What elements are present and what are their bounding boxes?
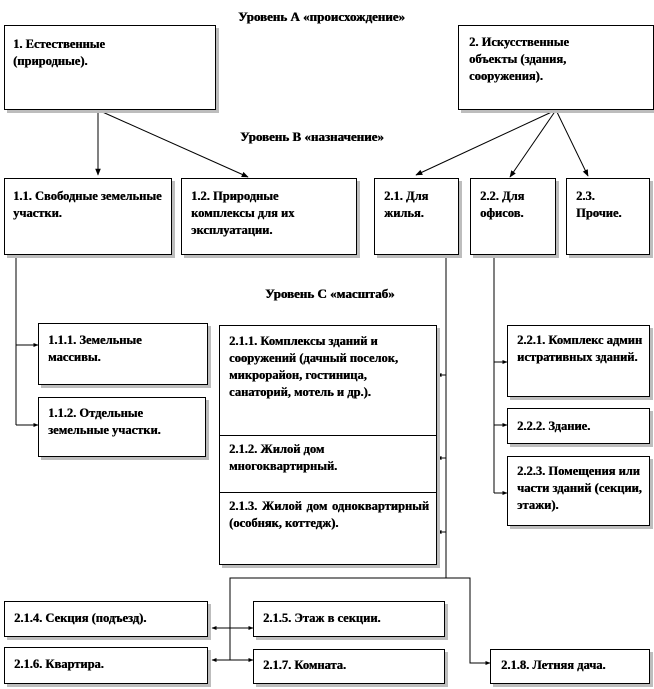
node-2-2-3 xyxy=(507,456,650,526)
node-2-3-text: 2.3. Прочие. xyxy=(576,189,622,220)
node-2-1-4 xyxy=(4,601,208,637)
node-1-1-2-text: 1.1.2. Отдельные земельные участки. xyxy=(48,406,161,437)
node-2-1-8 xyxy=(490,649,650,684)
level-a-label: Уровень А «происхождение» xyxy=(238,9,405,24)
node-1-text: 1. Естественные (природные). xyxy=(13,37,105,68)
node-2 xyxy=(458,25,654,110)
node-2-1-5-text: 2.1.5. Этаж в секции. xyxy=(263,611,381,625)
node-1-1-1-text: 1.1.1. Земельные массивы. xyxy=(48,333,142,364)
node-2-3 xyxy=(566,178,650,255)
node-2-2-3-text: 2.2.3. Помещения или части зданий (секции, этажи). xyxy=(517,464,642,512)
arrow-to-2-1-8 xyxy=(446,578,490,663)
node-2-2-text: 2.2. Для офисов. xyxy=(480,189,525,220)
node-2-1-4-text: 2.1.4. Секция (подъезд). xyxy=(14,611,147,625)
node-1 xyxy=(4,25,216,110)
arrow-2-to-2-1 xyxy=(416,110,556,175)
node-2-1-text: 2.1. Для жилья. xyxy=(384,189,429,220)
node-2-1-7-text: 2.1.7. Комната. xyxy=(263,658,347,672)
node-2-1-3-text: 2.1.3. Жилой дом одноквартирный (особняк, коттедж). xyxy=(229,499,429,530)
node-2-1-6 xyxy=(4,647,208,684)
node-1-1-1 xyxy=(38,323,208,385)
divider-2-1-3 xyxy=(220,492,436,493)
arrow-2-to-2-3 xyxy=(556,110,588,176)
node-2-2-1 xyxy=(507,325,650,397)
node-2-2-2-text: 2.2.2. Здание. xyxy=(517,419,591,433)
node-2-1 xyxy=(374,178,459,255)
node-1-1-2 xyxy=(38,397,206,457)
node-2-2 xyxy=(470,178,556,255)
node-2-1-2-text: 2.1.2. Жилой дом многоквартирный. xyxy=(229,442,338,473)
node-1-2 xyxy=(181,178,357,255)
node-2-text: 2. Искусственные объекты (здания, сооружения). xyxy=(469,35,569,83)
node-1-2-text: 1.2. Природные комплексы для их эксплуатации. xyxy=(191,189,295,237)
level-c-label: Уровень С «масштаб» xyxy=(265,286,395,301)
level-b-label: Уровень В «назначение» xyxy=(240,129,384,144)
arrow-1-to-1-2 xyxy=(98,110,248,177)
node-2-2-2 xyxy=(507,408,650,444)
node-2-2-1-text: 2.2.1. Комплекс административных зданий. xyxy=(517,333,643,364)
node-2-1-1-text: 2.1.1. Комплексы зданий и сооружений (дачный поселок, микрорайон, гостиница, санаторий, мотель и др.). xyxy=(229,334,398,399)
divider-2-1-2 xyxy=(220,435,436,436)
arrow-2-to-2-2 xyxy=(510,110,556,177)
node-2-1-5 xyxy=(253,601,445,637)
node-2-1-7 xyxy=(253,649,445,684)
node-1-1 xyxy=(4,178,172,255)
node-1-1-text: 1.1. Свободные земельные участки. xyxy=(13,189,162,220)
node-2-1-8-text: 2.1.8. Летняя дача. xyxy=(501,658,606,672)
node-2-1-group xyxy=(219,325,437,565)
node-2-1-6-text: 2.1.6. Квартира. xyxy=(14,657,104,671)
